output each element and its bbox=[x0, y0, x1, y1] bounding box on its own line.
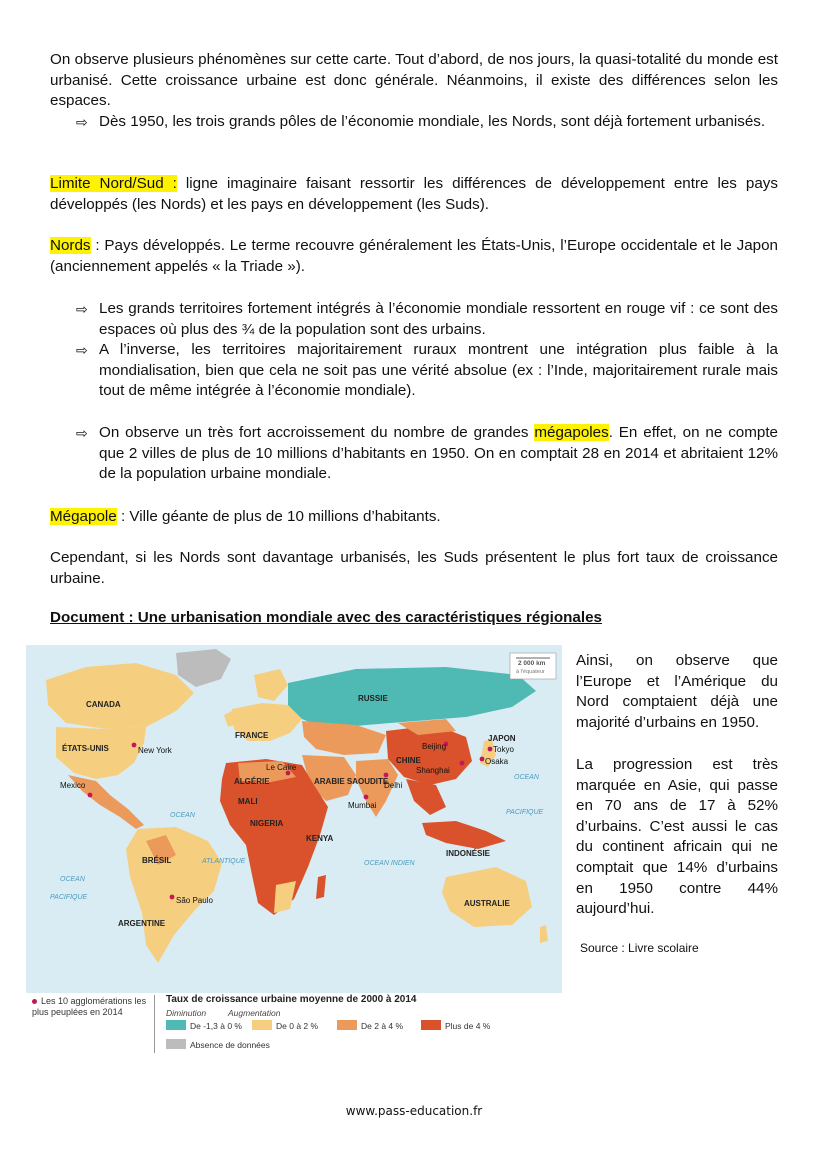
label-nigeria: NIGERIA bbox=[250, 819, 284, 828]
document-title: Document : Une urbanisation mondiale avec des caractéristiques régionales bbox=[50, 609, 602, 626]
definition-text: ligne imaginaire faisant ressortir les différences de développement entre les pays développés (les Nords) et les pays en développement (les Suds). bbox=[50, 175, 778, 213]
world-map bbox=[26, 645, 562, 993]
legend-item: Absence de données bbox=[190, 1040, 270, 1050]
bullet-text-pre: On observe un très fort accroissement du nombre de grandes bbox=[99, 424, 535, 441]
bullet-text: Dès 1950, les trois grands pôles de l’économie mondiale, les Nords, sont déjà fortement urbanisés. bbox=[99, 113, 766, 130]
definition-nords bbox=[50, 236, 778, 277]
city-dot-delhi bbox=[384, 773, 389, 778]
arrow-right-icon: ⇨ bbox=[76, 114, 88, 130]
label-china: CHINE bbox=[396, 756, 421, 765]
arrow-right-icon: ⇨ bbox=[76, 342, 88, 358]
definition-text: : Ville géante de plus de 10 millions d’habitants. bbox=[116, 508, 441, 525]
definition-megapole bbox=[50, 507, 778, 528]
city-tokyo: Tokyo bbox=[493, 745, 514, 754]
legend-item: De 0 à 2 % bbox=[276, 1021, 319, 1031]
definition-limite bbox=[50, 174, 778, 215]
ocean-indien: OCEAN INDIEN bbox=[364, 860, 415, 867]
label-australia: AUSTRALIE bbox=[464, 899, 510, 908]
city-osaka: Osaka bbox=[485, 757, 509, 766]
source-note: Source : Livre scolaire bbox=[580, 941, 699, 955]
city-beijing: Beijing bbox=[422, 742, 447, 751]
swatch-high bbox=[421, 1020, 441, 1030]
label-france: FRANCE bbox=[235, 731, 269, 740]
bullet-text-post: . En effet, on ne compte que 2 villes de plus de 10 millions d’habitants en 1950. On en comptait 28 en 2014 et abritaient 12% de la population urbaine mondiale. bbox=[99, 424, 778, 483]
city-dot-osaka bbox=[480, 757, 485, 762]
ocean-label: OCEAN bbox=[170, 812, 195, 819]
scale-label: 2 000 km bbox=[518, 660, 546, 667]
legend-cities-label: Les 10 agglomérations les plus peuplées en 2014 bbox=[32, 996, 147, 1017]
ocean-pacific-east-1: OCEAN bbox=[514, 774, 539, 781]
city-mumbai: Mumbai bbox=[348, 801, 377, 810]
term-megapoles: mégapoles bbox=[534, 424, 609, 441]
bullet-text: A l’inverse, les territoires majoritairement ruraux montrent une intégration plus faible à la mondialisation, bien que cela ne soit pas une vérité absolue (ex : l’Inde, majoritairement rurale mais tout de même intégrée à l’économie mondiale). bbox=[99, 341, 778, 400]
city-delhi: Delhi bbox=[384, 781, 403, 790]
city-shanghai: Shanghai bbox=[416, 766, 450, 775]
scale-sublabel: à l’équateur bbox=[516, 669, 545, 675]
term-nords: Nords bbox=[50, 237, 91, 254]
swatch-nodata bbox=[166, 1039, 186, 1049]
legend-item: De -1,3 à 0 % bbox=[190, 1021, 242, 1031]
side-paragraph-2: La progression est très marquée en Asie, qui passe en 70 ans de 17 à 52% d’urbains. C’est aussi le cas du continent africain qui ne comptait que 14% d’urbains en 1950 contre 44% aujourd’hui. bbox=[576, 756, 778, 918]
label-canada: CANADA bbox=[86, 700, 121, 709]
swatch-low bbox=[252, 1020, 272, 1030]
legend-divider bbox=[154, 995, 155, 1053]
bullet-1950 bbox=[76, 112, 778, 133]
city-dot-mumbai bbox=[364, 795, 369, 800]
label-mali: MALI bbox=[238, 797, 258, 806]
bullet-megapoles bbox=[76, 423, 778, 485]
city-dot-tokyo bbox=[488, 747, 493, 752]
term-megapole: Mégapole bbox=[50, 508, 117, 525]
intro-paragraph: On observe plusieurs phénomènes sur cette carte. Tout d’abord, de nos jours, la quasi-totalité du monde est urbanisé. Cette croissance urbaine est donc générale. Néanmoins, il existe des différences selon les espaces. bbox=[50, 51, 778, 110]
legend-diminution: Diminution bbox=[166, 1008, 207, 1018]
city-dot-newyork bbox=[132, 743, 137, 748]
footer-url[interactable]: www.pass-education.fr bbox=[345, 1104, 483, 1118]
bullet-integration bbox=[76, 299, 778, 340]
swatch-decrease bbox=[166, 1020, 186, 1030]
city-dot-mexico bbox=[88, 793, 93, 798]
label-usa: ÉTATS-UNIS bbox=[62, 744, 109, 753]
legend-item: De 2 à 4 % bbox=[361, 1021, 404, 1031]
label-argentina: ARGENTINE bbox=[118, 919, 166, 928]
arrow-right-icon: ⇨ bbox=[76, 301, 88, 317]
label-russia: RUSSIE bbox=[358, 694, 388, 703]
label-kenya: KENYA bbox=[306, 834, 334, 843]
city-dot-shanghai bbox=[460, 761, 465, 766]
city-saopaulo: São Paulo bbox=[176, 896, 213, 905]
city-mexico: Mexico bbox=[60, 781, 86, 790]
city-lecaire: Le Caire bbox=[266, 763, 297, 772]
legend-cities bbox=[32, 996, 154, 1018]
city-dot-saopaulo bbox=[170, 895, 175, 900]
label-algeria: ALGÉRIE bbox=[234, 777, 270, 786]
ocean-pacific-west-2: PACIFIQUE bbox=[50, 894, 88, 901]
legend-item: Plus de 4 % bbox=[445, 1021, 491, 1031]
legend-title: Taux de croissance urbaine moyenne de 2000 à 2014 bbox=[166, 994, 417, 1005]
label-indonesia: INDONÉSIE bbox=[446, 849, 491, 858]
legend-augmentation: Augmentation bbox=[228, 1008, 281, 1018]
suds-paragraph: Cependant, si les Nords sont davantage urbanisés, les Suds présentent le plus fort taux de croissance urbaine. bbox=[50, 549, 778, 587]
label-arabia-1: ARABIE SAOUDITE bbox=[314, 777, 389, 786]
label-japan: JAPON bbox=[488, 734, 516, 743]
swatch-mid bbox=[337, 1020, 357, 1030]
definition-text: : Pays développés. Le terme recouvre généralement les États-Unis, l’Europe occidentale et le Japon (anciennement appelés « la Triade »). bbox=[50, 237, 778, 275]
ocean-pacific-west-1: OCEAN bbox=[60, 876, 85, 883]
map-legend bbox=[26, 993, 562, 1055]
side-paragraph-1: Ainsi, on observe que l’Europe et l’Amérique du Nord comptaient déjà une majorité d’urbains en 1950. bbox=[576, 652, 778, 731]
city-newyork: New York bbox=[138, 746, 172, 755]
bullet-rural bbox=[76, 340, 778, 402]
city-dot-icon bbox=[32, 999, 37, 1004]
label-brazil: BRÉSIL bbox=[142, 856, 172, 865]
ocean-atlantique: ATLANTIQUE bbox=[202, 858, 246, 865]
bullet-text bbox=[99, 423, 778, 485]
arrow-right-icon: ⇨ bbox=[76, 425, 88, 441]
term-limite: Limite Nord/Sud : bbox=[50, 175, 177, 192]
bullet-text: Les grands territoires fortement intégrés à l’économie mondiale ressortent en rouge vif : ce sont des espaces où plus des ¾ de la population sont des urbains. bbox=[99, 300, 778, 338]
ocean-pacific-east-2: PACIFIQUE bbox=[506, 809, 544, 816]
